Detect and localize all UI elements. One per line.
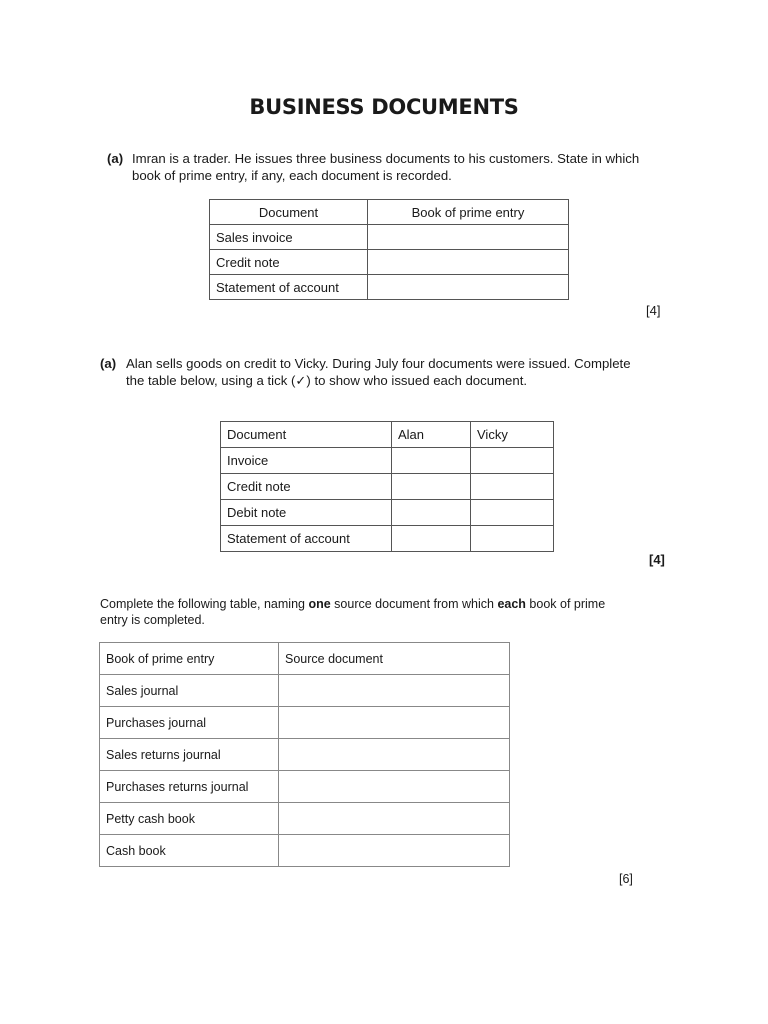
table-header-row bbox=[221, 422, 554, 448]
question-2-label: (a) bbox=[100, 356, 117, 371]
question-2 bbox=[100, 355, 690, 391]
column-header-book-of-prime-entry: Book of prime entry bbox=[368, 200, 569, 225]
question-1-label: (a) bbox=[107, 151, 124, 166]
question-3-text-part: Complete the following table, naming bbox=[100, 597, 309, 611]
row-label: Cash book bbox=[100, 835, 279, 867]
question-1-marks: [4] bbox=[646, 303, 661, 318]
row-label: Debit note bbox=[221, 500, 392, 526]
row-label: Invoice bbox=[221, 448, 392, 474]
table-row bbox=[100, 835, 510, 867]
row-label: Petty cash book bbox=[100, 803, 279, 835]
answer-cell[interactable] bbox=[279, 675, 510, 707]
column-header-book-of-prime-entry: Book of prime entry bbox=[100, 643, 279, 675]
question-3-text-part: book of prime bbox=[525, 597, 606, 611]
tick-cell-alan[interactable] bbox=[392, 500, 471, 526]
column-header-source-document: Source document bbox=[279, 643, 510, 675]
column-header-document: Document bbox=[210, 200, 368, 225]
table-row bbox=[210, 275, 569, 300]
table-row bbox=[100, 707, 510, 739]
question-1-text-line2: book of prime entry, if any, each document is recorded. bbox=[132, 168, 452, 183]
tick-cell-alan[interactable] bbox=[392, 448, 471, 474]
row-label: Statement of account bbox=[221, 526, 392, 552]
column-header-vicky: Vicky bbox=[471, 422, 554, 448]
question-3-marks: [6] bbox=[619, 872, 633, 886]
question-1 bbox=[107, 150, 687, 186]
answer-cell[interactable] bbox=[368, 225, 569, 250]
answer-cell[interactable] bbox=[279, 707, 510, 739]
table-row bbox=[100, 675, 510, 707]
table-who-issued-document bbox=[220, 421, 554, 552]
answer-cell[interactable] bbox=[279, 739, 510, 771]
table-source-documents bbox=[99, 642, 510, 867]
column-header-alan: Alan bbox=[392, 422, 471, 448]
table-row bbox=[100, 803, 510, 835]
column-header-document: Document bbox=[221, 422, 392, 448]
table-header-row bbox=[100, 643, 510, 675]
tick-cell-vicky[interactable] bbox=[471, 526, 554, 552]
row-label: Purchases returns journal bbox=[100, 771, 279, 803]
question-3-emphasis-one: one bbox=[308, 597, 331, 611]
tick-cell-vicky[interactable] bbox=[471, 448, 554, 474]
table-row bbox=[210, 225, 569, 250]
table-header-row bbox=[210, 200, 569, 225]
question-2-marks: [4] bbox=[649, 552, 665, 567]
question-3-text-line1 bbox=[100, 596, 700, 612]
row-label: Sales invoice bbox=[210, 225, 368, 250]
tick-cell-vicky[interactable] bbox=[471, 474, 554, 500]
question-3-text-line2: entry is completed. bbox=[100, 613, 205, 627]
table-document-book-of-prime-entry bbox=[209, 199, 569, 300]
question-3-text-part: source document from which bbox=[330, 597, 498, 611]
table-row bbox=[100, 771, 510, 803]
answer-cell[interactable] bbox=[368, 275, 569, 300]
table-row bbox=[221, 474, 554, 500]
answer-cell[interactable] bbox=[279, 803, 510, 835]
table-row bbox=[221, 500, 554, 526]
tick-cell-vicky[interactable] bbox=[471, 500, 554, 526]
row-label: Statement of account bbox=[210, 275, 368, 300]
row-label: Credit note bbox=[210, 250, 368, 275]
answer-cell[interactable] bbox=[279, 835, 510, 867]
tick-cell-alan[interactable] bbox=[392, 526, 471, 552]
row-label: Credit note bbox=[221, 474, 392, 500]
question-3-text bbox=[100, 596, 700, 628]
answer-cell[interactable] bbox=[279, 771, 510, 803]
question-2-text-line2: the table below, using a tick (✓) to show who issued each document. bbox=[126, 373, 528, 388]
answer-cell[interactable] bbox=[368, 250, 569, 275]
table-row bbox=[210, 250, 569, 275]
row-label: Sales returns journal bbox=[100, 739, 279, 771]
question-3-emphasis-each: each bbox=[497, 597, 526, 611]
table-row bbox=[100, 739, 510, 771]
tick-cell-alan[interactable] bbox=[392, 474, 471, 500]
table-row bbox=[221, 448, 554, 474]
row-label: Purchases journal bbox=[100, 707, 279, 739]
question-2-text-line1: Alan sells goods on credit to Vicky. During July four documents were issued. Complete bbox=[126, 356, 631, 371]
table-row bbox=[221, 526, 554, 552]
question-1-text-line1: Imran is a trader. He issues three business documents to his customers. State in which bbox=[132, 151, 640, 166]
row-label: Sales journal bbox=[100, 675, 279, 707]
page-title: BUSINESS DOCUMENTS bbox=[249, 95, 519, 119]
